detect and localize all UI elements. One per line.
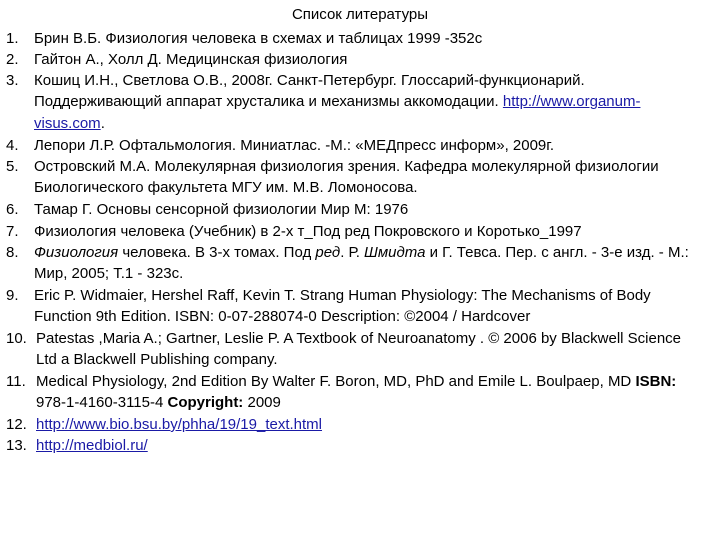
reference-link[interactable]: http://medbiol.ru/ — [36, 437, 148, 454]
reference-text: Физиология человека (Учебник) в 2-х т_Под ред Покровского и Коротько_1997 — [34, 223, 582, 240]
reference-text: Patestas ,Maria A.; Gartner, Leslie P. A Textbook of Neuroanatomy . © 2006 by Blackwell Science Ltd a Blackwell Publishing company. — [36, 330, 682, 369]
reference-number: 12. — [6, 416, 27, 433]
reference-number: 1. — [6, 30, 19, 47]
reference-text: Medical Physiology, 2nd Edition By Walter F. Boron, MD, PhD and Emile L. Boulpaep, MD ISBN: 978-1-4160-3115-4 Copyright: 2009 — [36, 373, 677, 412]
reference-text: Островский М.А. Молекулярная физиология зрения. Кафедра молекулярной физиологии Биологического факультета МГУ им. М.В. Ломоносова. — [34, 158, 659, 197]
reference-text: Eric P. Widmaier, Hershel Raff, Kevin T. Strang Human Physiology: The Mechanisms of Body Function 9th Edition. ISBN: 0-07-288074-0 Description: ©2004 / Hardcover — [34, 287, 651, 326]
reference-item — [6, 285, 706, 328]
reference-item — [6, 328, 706, 371]
reference-text: Тамар Г. Основы сенсорной физиологии Мир М: 1976 — [34, 201, 409, 218]
reference-item — [6, 156, 706, 199]
reference-text: Брин В.Б. Физиология человека в схемах и таблицах 1999 -352с — [34, 30, 483, 47]
reference-number: 5. — [6, 158, 19, 175]
reference-item — [6, 221, 706, 242]
reference-item — [6, 49, 706, 70]
reference-item — [6, 135, 706, 156]
reference-number: 13. — [6, 437, 27, 454]
reference-text: Физиология человека. В 3-х томах. Под ред. Р. Шмидта и Г. Тевса. Пер. с англ. - 3-е изд. - М.: Мир, 2005; Т.1 - 323с. — [34, 244, 689, 283]
reference-link[interactable]: http://www.organum-visus.com — [34, 93, 641, 132]
reference-item — [6, 242, 706, 285]
reference-item — [6, 435, 706, 456]
reference-number: 8. — [6, 244, 19, 261]
reference-text: Кошиц И.Н., Светлова О.В., 2008г. Санкт-Петербург. Глоссарий-функционарий. Поддерживающий аппарат хрусталика и механизмы аккомодации. http://www.organum-visus.com. — [34, 72, 641, 132]
reference-number: 6. — [6, 201, 19, 218]
reference-item — [6, 199, 706, 220]
reference-number: 7. — [6, 223, 19, 240]
reference-number: 11. — [6, 373, 26, 390]
reference-number: 9. — [6, 287, 19, 304]
reference-number: 4. — [6, 137, 19, 154]
reference-text — [36, 414, 706, 435]
reference-item — [6, 414, 706, 435]
reference-item — [6, 28, 706, 49]
reference-text: Лепори Л.Р. Офтальмология. Миниатлас. -М.: «МЕДпресс информ», 2009г. — [34, 137, 555, 154]
reference-link[interactable]: http://www.bio.bsu.by/phha/19/19_text.html — [36, 416, 323, 433]
page-title: Список литературы — [291, 6, 429, 23]
reference-number: 3. — [6, 72, 19, 89]
reference-text — [36, 435, 706, 456]
reference-item — [6, 70, 706, 134]
reference-text: Гайтон А., Холл Д. Медицинская физиология — [34, 51, 348, 68]
reference-item — [6, 371, 706, 414]
reference-number: 10. — [6, 330, 27, 347]
reference-number: 2. — [6, 51, 19, 68]
